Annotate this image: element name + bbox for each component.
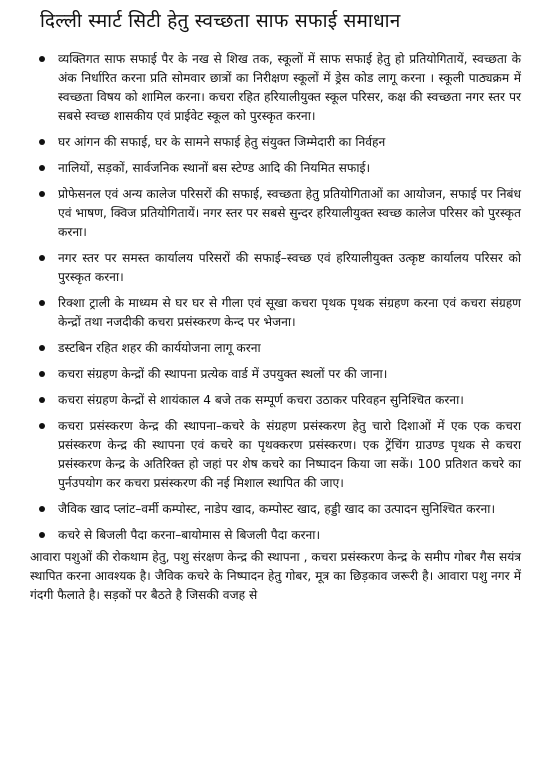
bullet-item — [30, 133, 521, 152]
bullet-text: नालियों, सड़कों, सार्वजनिक स्थानों बस स्टेण्ड आदि की नियमित सफाई। — [58, 161, 371, 175]
bullet-item — [30, 249, 521, 287]
bullet-text: जैविक खाद प्लांट–वर्मी कम्पोस्ट, नाडेप खाद, कम्पोस्ट खाद, हड्डी खाद का उत्पादन सुनिश्चित करना। — [58, 502, 496, 516]
bullet-item — [30, 500, 521, 519]
bullet-text: नगर स्तर पर समस्त कार्यालय परिसरों की सफाई–स्वच्छ एवं हरियालीयुक्त उत्कृष्ट कार्यालय परिसर को पुरस्कृत करना। — [58, 251, 521, 284]
bullet-text: कचरा संग्रहण केन्द्रों की स्थापना प्रत्येक वार्ड में उपयुक्त स्थलों पर की जाना। — [58, 367, 388, 381]
bullet-dot-icon — [39, 255, 45, 261]
bullet-text: डस्टबिन रहित शहर की कार्ययोजना लागू करना — [58, 341, 261, 355]
bullet-dot-icon — [39, 139, 45, 145]
bullet-text: व्यक्तिगत साफ सफाई पैर के नख से शिख तक, स्कूलों में साफ सफाई हेतु हो प्रतियोगितायें, स्वच्छता के अंक निर्धारित करना प्रति सोमवार छात्रों का निरीक्षण स्कूलों में ड्रेस कोड लागू करना । स्कूली पाठ्यक्रम में स्वच्छता विषय को शामिल करना। कचरा रहित हरियालीयुक्त स्कूल परिसर, कक्ष की स्वच्छता नगर स्तर पर सबसे स्वच्छ शासकीय एवं प्राईवेट स्कूल को पुरस्कृत करना। — [58, 52, 521, 123]
bullet-text: प्रोफेसनल एवं अन्य कालेज परिसरों की सफाई, स्वच्छता हेतु प्रतियोगिताओं का आयोजन, सफाई पर निबंध एवं भाषण, क्विज प्रतियोगितायें। नगर स्तर पर सबसे सुन्दर हरियालीयुक्त स्वच्छ कालेज परिसर को पुरस्कृत करना। — [58, 187, 521, 239]
bullet-dot-icon — [39, 506, 45, 512]
bullet-item — [30, 50, 521, 126]
bullet-dot-icon — [39, 532, 45, 538]
bullet-text: कचरे से बिजली पैदा करना–बायोमास से बिजली पैदा करना। — [58, 528, 321, 542]
bullet-text: कचरा प्रसंस्करण केन्द्र की स्थापना–कचरे के संग्रहण प्रसंस्करण हेतु चारो दिशाओं में एक एक कचरा प्रसंस्करण केन्द्र की स्थापना एवं कचरे का पृथक्करण प्रसंस्करण। एक ट्रेंचिंग ग्राउण्ड पृथक से कचरा प्रसंस्करण केन्द्र के अतिरिक्त हो जहां पर शेष कचरे का निष्पादन किया जा सकें। 100 प्रतिशत कचरे का पुर्नउपयोग कर कचरा प्रसंस्करण की नई मिशाल स्थापित की जाए। — [58, 419, 521, 490]
bullet-dot-icon — [39, 371, 45, 377]
bullet-dot-icon — [39, 191, 45, 197]
bullet-dot-icon — [39, 56, 45, 62]
bullet-text: रिक्शा ट्राली के माध्यम से घर घर से गीला एवं सूखा कचरा पृथक पृथक संग्रहण करना एवं कचरा संग्रहण केन्द्रों तथा नजदीकी कचरा प्रसंस्करण केन्द पर भेजना। — [58, 296, 521, 329]
bullet-item — [30, 365, 521, 384]
bullet-item — [30, 159, 521, 178]
bullet-item — [30, 526, 521, 545]
bullet-text: कचरा संग्रहण केन्द्रों से शायंकाल 4 बजे तक सम्पूर्ण कचरा उठाकर परिवहन सुनिश्चित करना। — [58, 393, 464, 407]
bullet-item — [30, 294, 521, 332]
bullet-item — [30, 339, 521, 358]
document-title: दिल्ली स्मार्ट सिटी हेतु स्वच्छता साफ सफाई समाधान — [40, 10, 401, 32]
bullet-dot-icon — [39, 345, 45, 351]
bullet-item — [30, 185, 521, 242]
bullet-text: घर आंगन की सफाई, घर के सामने सफाई हेतु संयुक्त जिम्मेदारी का निर्वहन — [58, 135, 386, 149]
bullet-dot-icon — [39, 397, 45, 403]
bullet-dot-icon — [39, 165, 45, 171]
body-paragraph: आवारा पशुओं की रोकथाम हेतु, पशु संरक्षण केन्द्र की स्थापना , कचरा प्रसंस्करण केन्द्र के समीप गोबर गैस सयंत्र स्थापित करना आवश्यक है। जैविक कचरे के निष्पादन हेतु गोबर, मूत्र का छिड़काव जरूरी है। आवारा पशु नगर में गंदगी फैलाते है। सड़कों पर बैठते है जिसकी वजह से — [30, 550, 521, 602]
bullet-item — [30, 391, 521, 410]
bullet-list — [30, 50, 521, 545]
bullet-dot-icon — [39, 300, 45, 306]
bullet-item — [30, 417, 521, 493]
bullet-dot-icon — [39, 423, 45, 429]
